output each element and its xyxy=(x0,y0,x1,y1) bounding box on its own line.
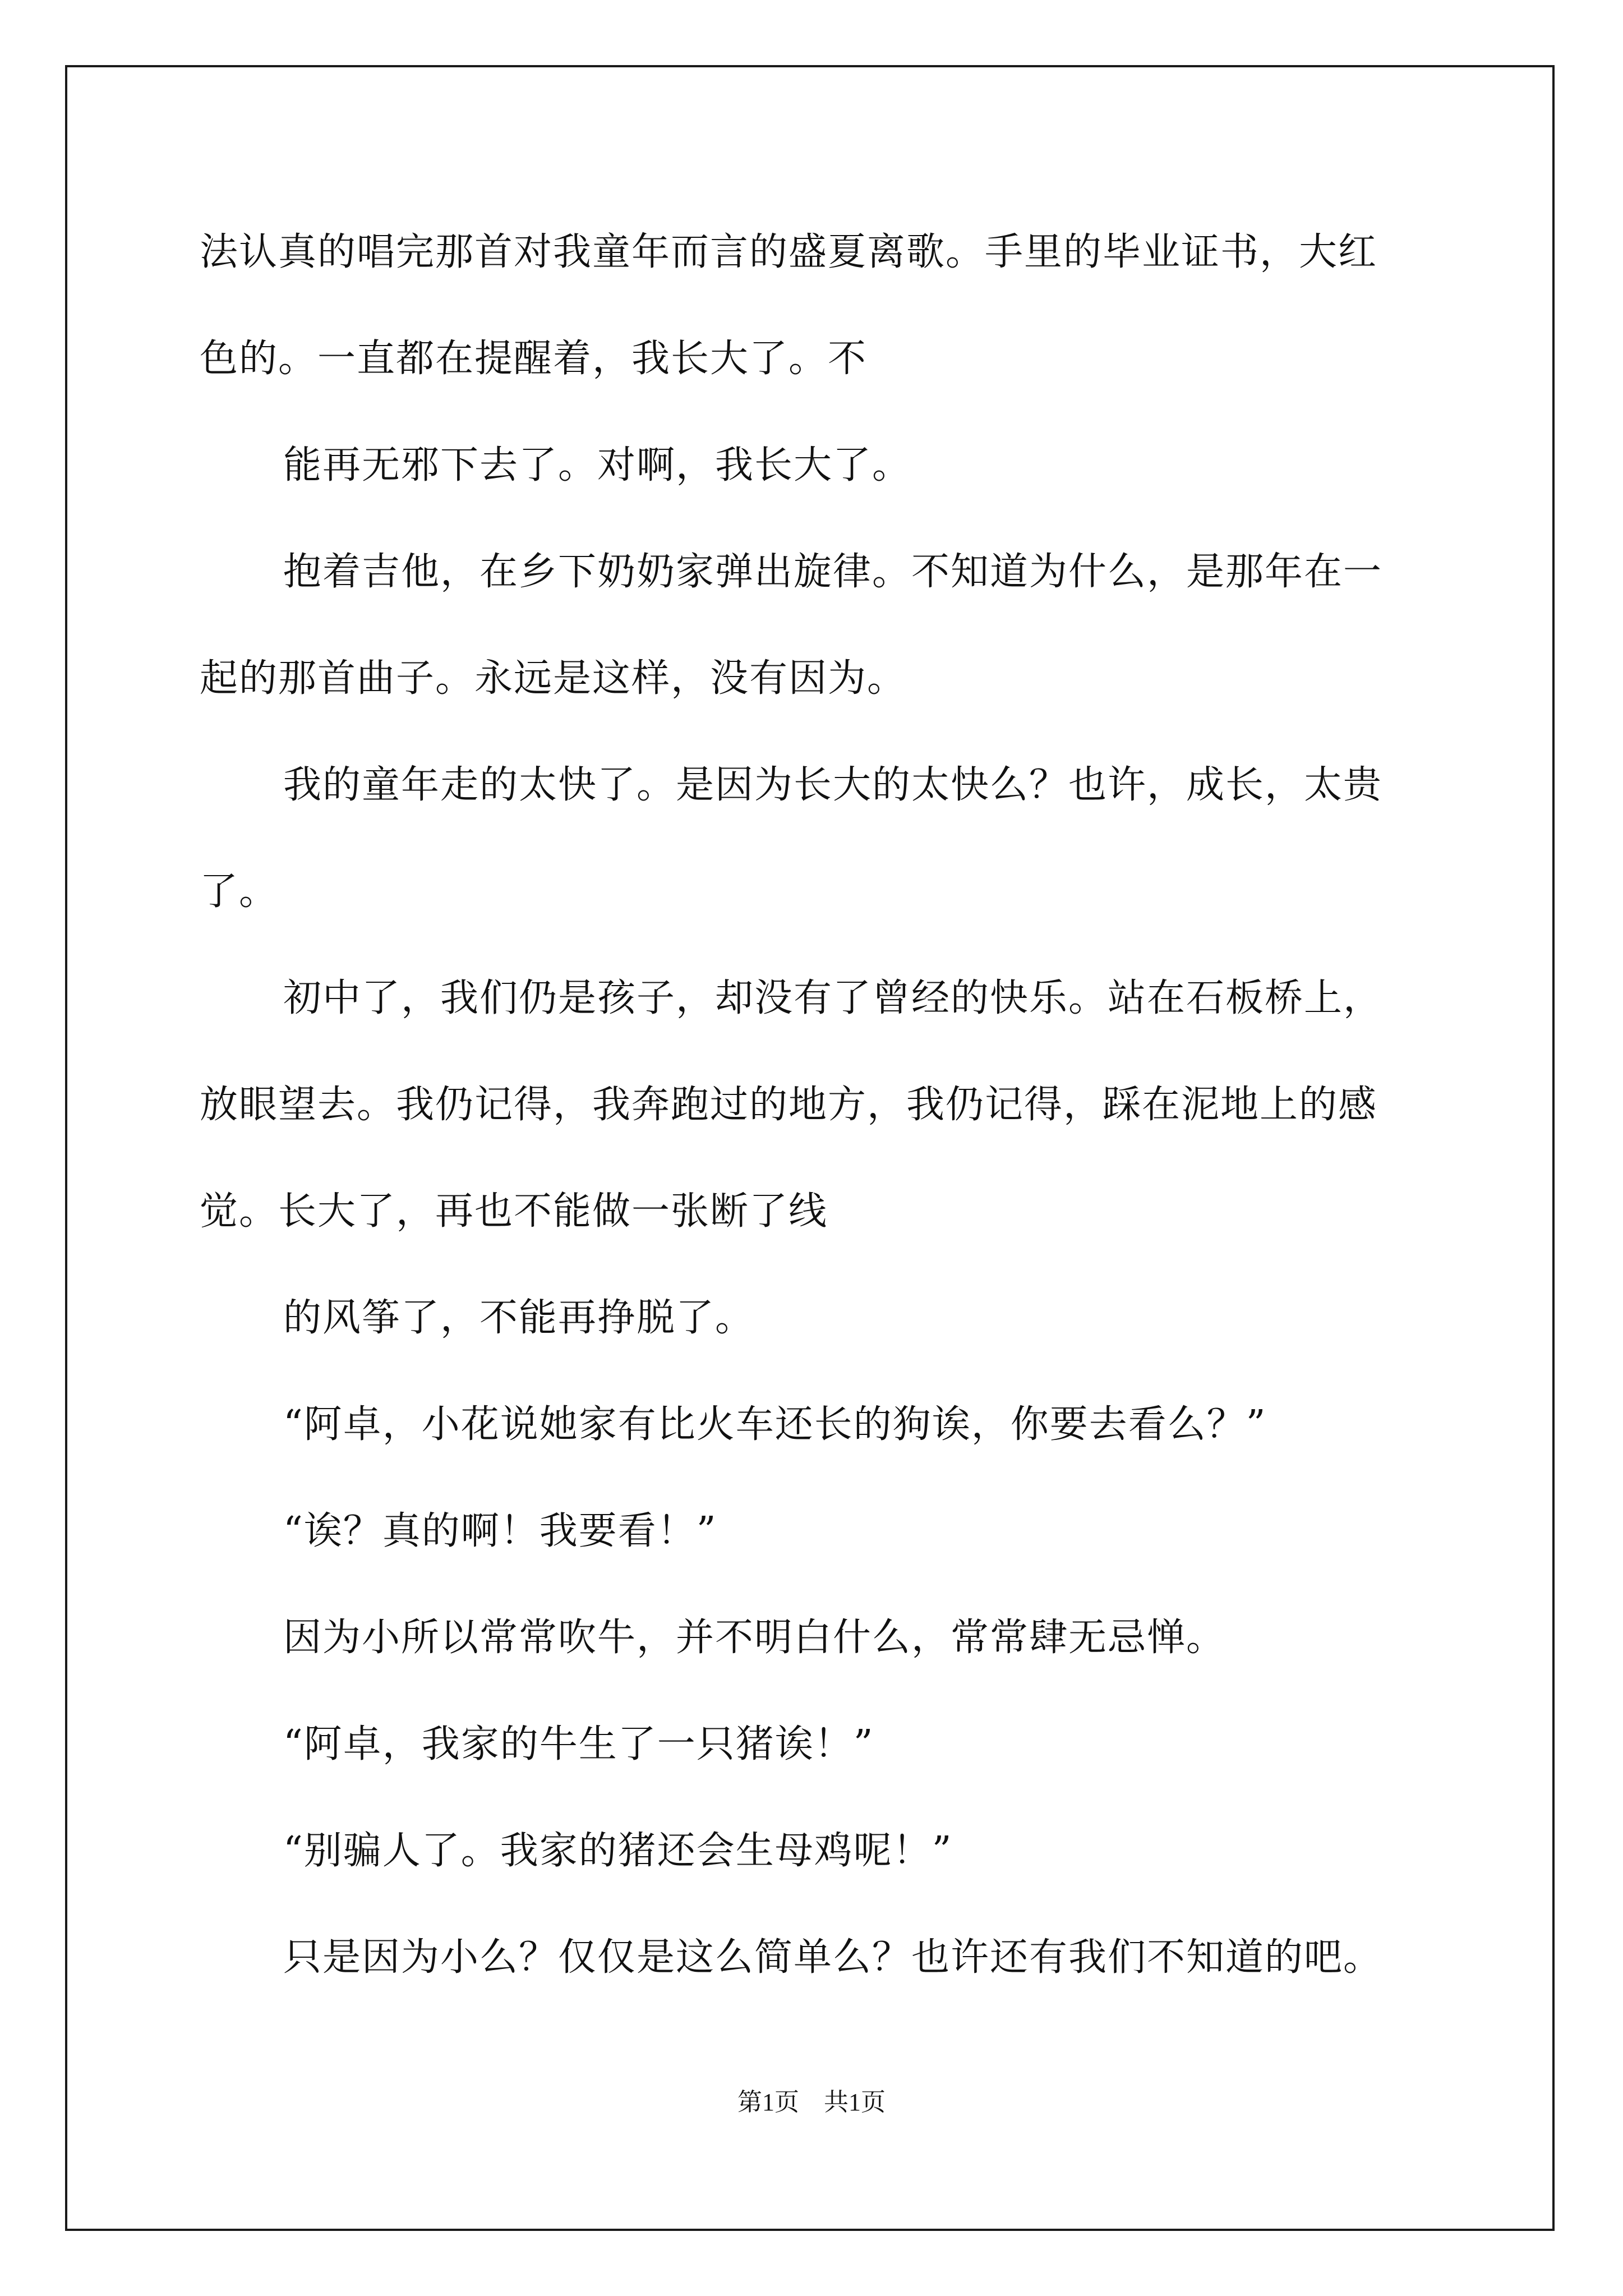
text-line: 起的那首曲子。永远是这样，没有因为。 xyxy=(200,656,907,701)
text-line: 觉。长大了，再也不能做一张断了线 xyxy=(200,1189,828,1234)
text-line: 的风筝了，不能再挣脱了。 xyxy=(283,1296,755,1340)
text-line: “诶？真的啊！我要看！” xyxy=(283,1509,717,1553)
text-line: “阿卓，我家的牛生了一只猪诶！” xyxy=(283,1722,874,1766)
text-line: 因为小所以常常吹牛，并不明白什么，常常肆无忌惮。 xyxy=(283,1616,1226,1660)
text-line: 我的童年走的太快了。是因为长大的太快么？也许，成长，太贵 xyxy=(283,763,1383,807)
text-line: 能再无邪下去了。对啊，我长大了。 xyxy=(283,443,912,487)
page-border xyxy=(65,65,1555,2231)
text-line: 只是因为小么？仅仅是这么简单么？也许还有我们不知道的吧。 xyxy=(283,1935,1383,1980)
text-line: 放眼望去。我仍记得，我奔跑过的地方，我仍记得，踩在泥地上的感 xyxy=(200,1083,1378,1127)
text-line: 色的。一直都在提醒着，我长大了。不 xyxy=(200,337,868,381)
text-line: “别骗人了。我家的猪还会生母鸡呢！” xyxy=(283,1829,953,1873)
text-line: 初中了，我们仍是孩子，却没有了曾经的快乐。站在石板桥上， xyxy=(283,976,1383,1020)
text-line: “阿卓，小花说她家有比火车还长的狗诶，你要去看么？” xyxy=(283,1402,1267,1447)
text-line: 法认真的唱完那首对我童年而言的盛夏离歌。手里的毕业证书，大红 xyxy=(200,230,1378,274)
text-line: 抱着吉他，在乡下奶奶家弹出旋律。不知道为什么，是那年在一 xyxy=(283,550,1383,594)
page-footer: 第1页 共1页 xyxy=(737,2088,886,2116)
text-line: 了。 xyxy=(200,869,279,914)
